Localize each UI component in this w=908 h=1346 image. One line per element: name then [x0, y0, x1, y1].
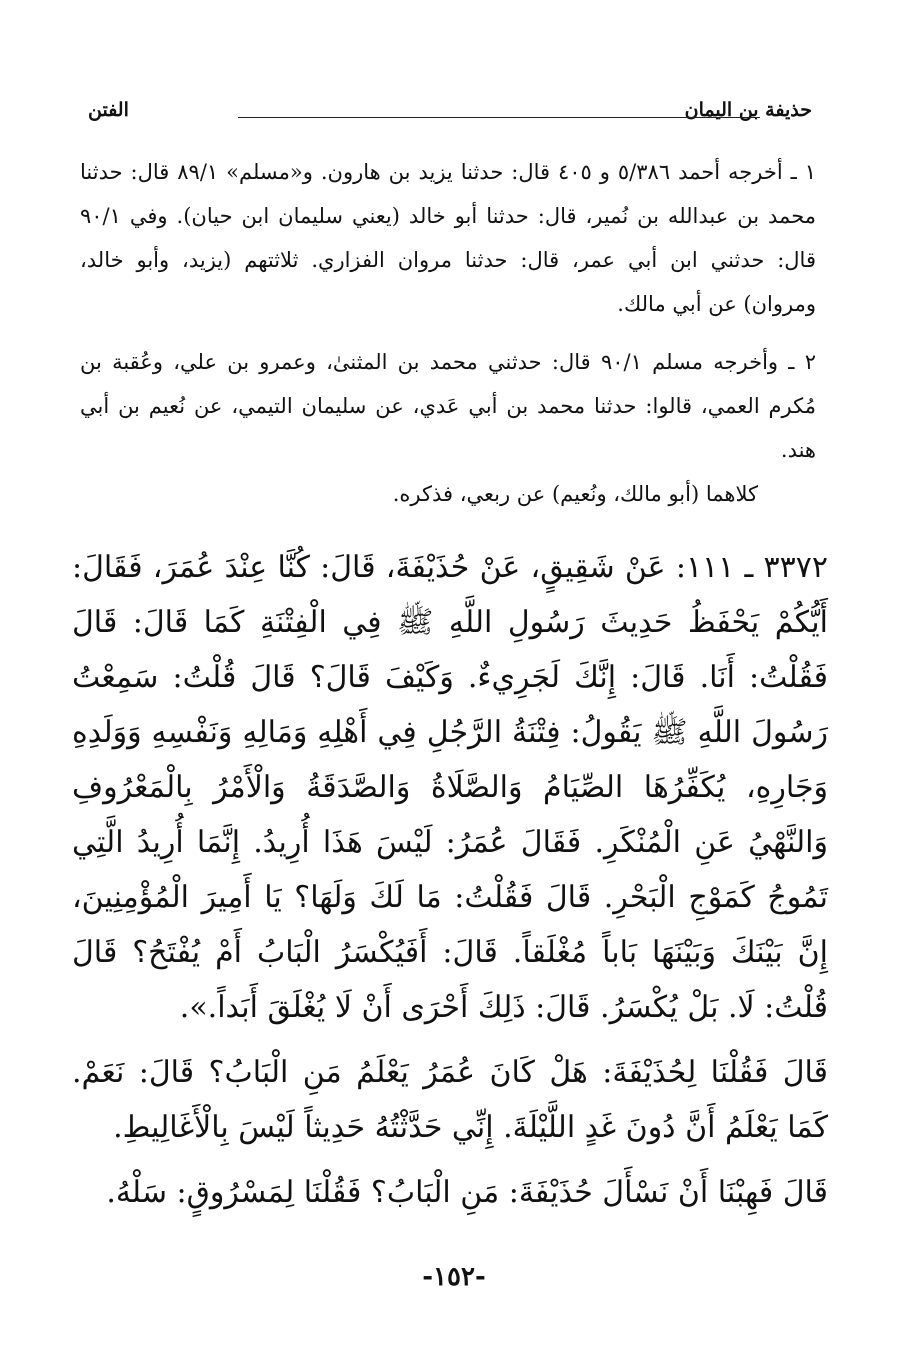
narrator-title: حذيفة بن اليمان	[684, 99, 812, 121]
footnote-2: ٢ ـ وأخرجه مسلم ٩٠/١ قال: حدثني محمد بن المثنىٰ، وعمرو بن علي، وعُقبة بن مُكرم العمي، قالوا: حدثنا محمد بن أبي عَدي، عن سليمان التيمي، عن نُعيم بن أبي هند.	[80, 350, 816, 462]
running-header	[88, 96, 812, 128]
paragraph-gap	[72, 1035, 828, 1045]
hadith-paragraph-1: ٣٣٧٢ ـ ١١١: عَنْ شَقِيقٍ، عَنْ حُذَيْفَةَ، قَالَ: كُنَّا عِنْدَ عُمَرَ، فَقَالَ: أَيُّكُمْ يَحْفَظُ حَدِيثَ رَسُولِ اللَّهِ ﷺ فِي الْفِتْنَةِ كَمَا قَالَ: قَالَ فَقُلْتُ: أَنَا. قَالَ: إِنَّكَ لَجَرِيءٌ. وَكَيْفَ قَالَ؟ قَالَ قُلْتُ: سَمِعْتُ رَسُولَ اللَّهِ ﷺ يَقُولُ: فِتْنَةُ الرَّجُلِ فِي أَهْلِهِ وَمَالِهِ وَنَفْسِهِ وَوَلَدِهِ وَجَارِهِ، يُكَفِّرُهَا الصِّيَامُ وَالصَّلَاةُ وَالصَّدَقَةُ وَالْأَمْرُ بِالْمَعْرُوفِ وَالنَّهْيُ عَنِ الْمُنْكَرِ. فَقَالَ عُمَرُ: لَيْسَ هَذَا أُرِيدُ. إِنَّمَا أُرِيدُ الَّتِي تَمُوجُ كَمَوْجِ الْبَحْرِ. قَالَ فَقُلْتُ: مَا لَكَ وَلَهَا؟ يَا أَمِيرَ الْمُؤْمِنِينَ، إِنَّ بَيْنَكَ وَبَيْنَهَا بَاباً مُغْلَقاً. قَالَ: أَفَيُكْسَرُ الْبَابُ أَمْ يُفْتَحُ؟ قَالَ قُلْتُ: لَا. بَلْ يُكْسَرُ. قَالَ: ذَلِكَ أَحْرَى أَنْ لَا يُغْلَقَ أَبَداً.».	[72, 550, 828, 1025]
chapter-title: الفتن	[88, 99, 129, 121]
page-number: -١٥٢-	[422, 1262, 486, 1292]
footnote-1: ١ ـ أخرجه أحمد ٥/٣٨٦ و ٤٠٥ قال: حدثنا يزيد بن هارون. و«مسلم» ٨٩/١ قال: حدثنا محمد بن عبدالله بن نُمير، قال: حدثنا أبو خالد (يعني سليمان ابن حيان). وفي ٩٠/١ قال: حدثني ابن أبي عمر، قال: حدثنا مروان الفزاري. ثلاثتهم (يزيد، وأبو خالد، ومروان) عن أبي مالك.	[80, 160, 816, 316]
header-rule	[238, 117, 760, 118]
hadith-paragraph-3: قَالَ فَهِبْنَا أَنْ نَسْأَلَ حُذَيْفَةَ: مَنِ الْبَابُ؟ فَقُلْنَا لِمَسْرُوقٍ: سَلْهُ.	[106, 1175, 828, 1210]
hadith-text	[72, 540, 828, 1220]
footnote-gap	[80, 326, 816, 340]
footnote-3: كلاهما (أبو مالك، ونُعيم) عن ربعي، فذكره.	[392, 482, 758, 506]
footnotes-section	[80, 150, 816, 516]
hadith-paragraph-2: قَالَ فَقُلْنَا لِحُذَيْفَةَ: هَلْ كَانَ عُمَرُ يَعْلَمُ مَنِ الْبَابُ؟ قَالَ: نَعَمْ. كَمَا يَعْلَمُ أَنَّ دُونَ غَدٍ اللَّيْلَةَ. إِنِّي حَدَّثْتُهُ حَدِيثاً لَيْسَ بِالْأَغَالِيطِ.	[72, 1055, 828, 1145]
paragraph-gap	[72, 1155, 828, 1165]
